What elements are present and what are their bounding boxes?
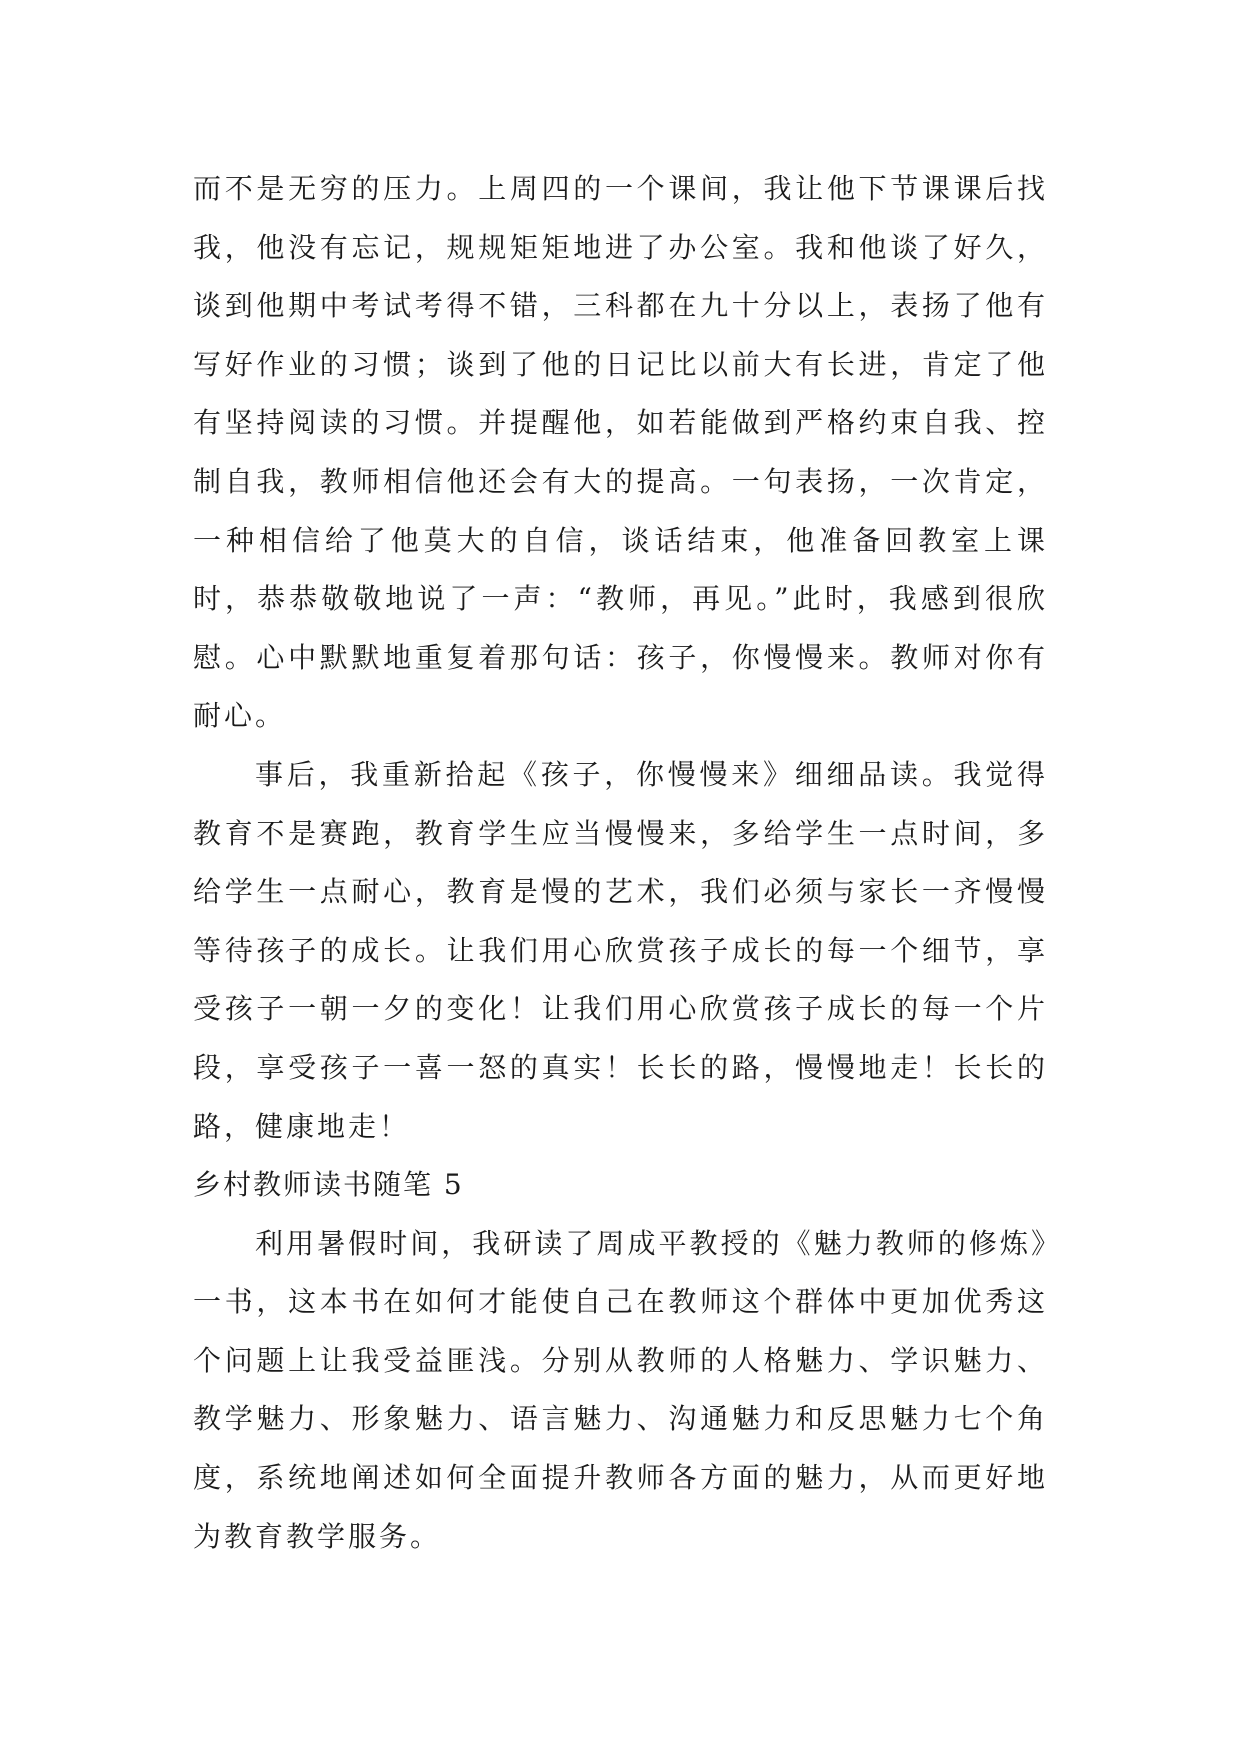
section-heading: 乡村教师读书随笔 5 (193, 1168, 464, 1202)
paragraph-essay-5: 利用暑假时间，我研读了周成平教授的《魅力教师的修炼》一书，这本书在如何才能使自己在教师这个群体中更加优秀这个问题上让我受益匪浅。分别从教师的人格魅力、学识魅力、教学魅力、形象魅力、语言魅力、沟通魅力和反思魅力七个角度，系统地阐述如何全面提升教师各方面的魅力，从而更好地为教育教学服务。 (193, 1226, 1048, 1553)
document-page (193, 160, 1048, 1566)
paragraph-reflection: 事后，我重新拾起《孩子，你慢慢来》细细品读。我觉得教育不是赛跑，教育学生应当慢慢来，多给学生一点时间，多给学生一点耐心，教育是慢的艺术，我们必须与家长一齐慢慢等待孩子的成长。让我们用心欣赏孩子成长的每一个细节，享受孩子一朝一夕的变化！让我们用心欣赏孩子成长的每一个片段，享受孩子一喜一怒的真实！长长的路，慢慢地走！长长的路，健康地走！ (193, 757, 1048, 1143)
paragraph-continuation: 而不是无穷的压力。上周四的一个课间，我让他下节课课后找我，他没有忘记，规规矩矩地进了办公室。我和他谈了好久，谈到他期中考试考得不错，三科都在九十分以上，表扬了他有写好作业的习惯；谈到了他的日记比以前大有长进，肯定了他有坚持阅读的习惯。并提醒他，如若能做到严格约束自我、控制自我，教师相信他还会有大的提高。一句表扬，一次肯定，一种相信给了他莫大的自信，谈话结束，他准备回教室上课时，恭恭敬敬地说了一声：“教师，再见。”此时，我感到很欣慰。心中默默地重复着那句话：孩子，你慢慢来。教师对你有耐心。 (193, 172, 1048, 733)
